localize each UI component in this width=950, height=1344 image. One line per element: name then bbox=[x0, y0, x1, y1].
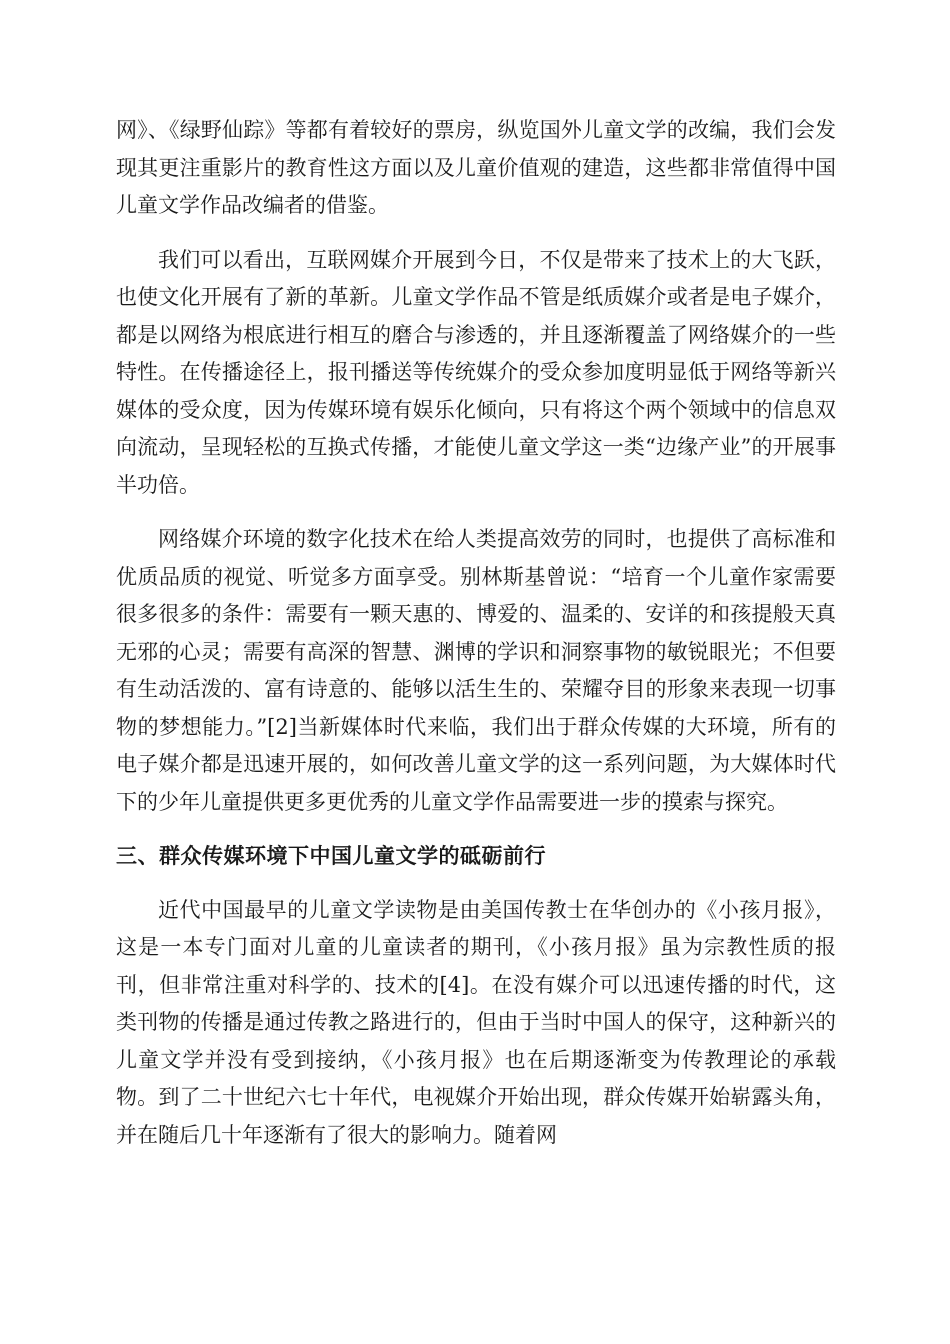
paragraph-digital-technology: 网络媒介环境的数字化技术在给人类提高效劳的同时，也提供了高标准和优质品质的视觉、听觉多方面享受。别林斯基曾说：“培育一个儿童作家需要很多很多的条件：需要有一颗天惠的、博爱的、温柔的、安详的和孩提般天真无邪的心灵；需要有高深的智慧、渊博的学识和洞察事物的敏锐眼光；不但要有生动活泼的、富有诗意的、能够以活生生的、荣耀夺目的形象来表现一切事物的梦想能力。”[2]当新媒体时代来临，我们出于群众传媒的大环境，所有的电子媒介都是迅速开展的，如何改善儿童文学的这一系列问题，为大媒体时代下的少年儿童提供更多更优秀的儿童文学作品需要进一步的摸索与探究。 bbox=[116, 527, 836, 814]
document-page bbox=[116, 112, 836, 1171]
paragraph-internet-media: 我们可以看出，互联网媒介开展到今日，不仅是带来了技术上的大飞跃，也使文化开展有了新的革新。儿童文学作品不管是纸质媒介或者是电子媒介，都是以网络为根底进行相互的磨合与渗透的，并且逐渐覆盖了网络媒介的一些特性。在传播途径上，报刊播送等传统媒介的受众参加度明显低于网络等新兴媒体的受众度，因为传媒环境有娱乐化倾向，只有将这个两个领域中的信息双向流动，呈现轻松的互换式传播，才能使儿童文学这一类“边缘产业”的开展事半功倍。 bbox=[116, 247, 836, 497]
section-heading: 三、群众传媒环境下中国儿童文学的砥砺前行 bbox=[116, 844, 546, 868]
paragraph-section-three: 近代中国最早的儿童文学读物是由美国传教士在华创办的《小孩月报》，这是一本专门面对儿童的儿童读者的期刊，《小孩月报》虽为宗教性质的报刊，但非常注重对科学的、技术的[4]。在没有媒介可以迅速传播的时代，这类刊物的传播是通过传教之路进行的，但由于当时中国人的保守，这种新兴的儿童文学并没有受到接纳，《小孩月报》也在后期逐渐变为传教理论的承载物。到了二十世纪六七十年代，电视媒介开始出现，群众传媒开始崭露头角，并在随后几十年逐渐有了很大的影响力。随着网 bbox=[116, 897, 836, 1147]
paragraph-continued: 网》、《绿野仙踪》等都有着较好的票房，纵览国外儿童文学的改编，我们会发现其更注重影片的教育性这方面以及儿童价值观的建造，这些都非常值得中国儿童文学作品改编者的借鉴。 bbox=[116, 118, 836, 217]
